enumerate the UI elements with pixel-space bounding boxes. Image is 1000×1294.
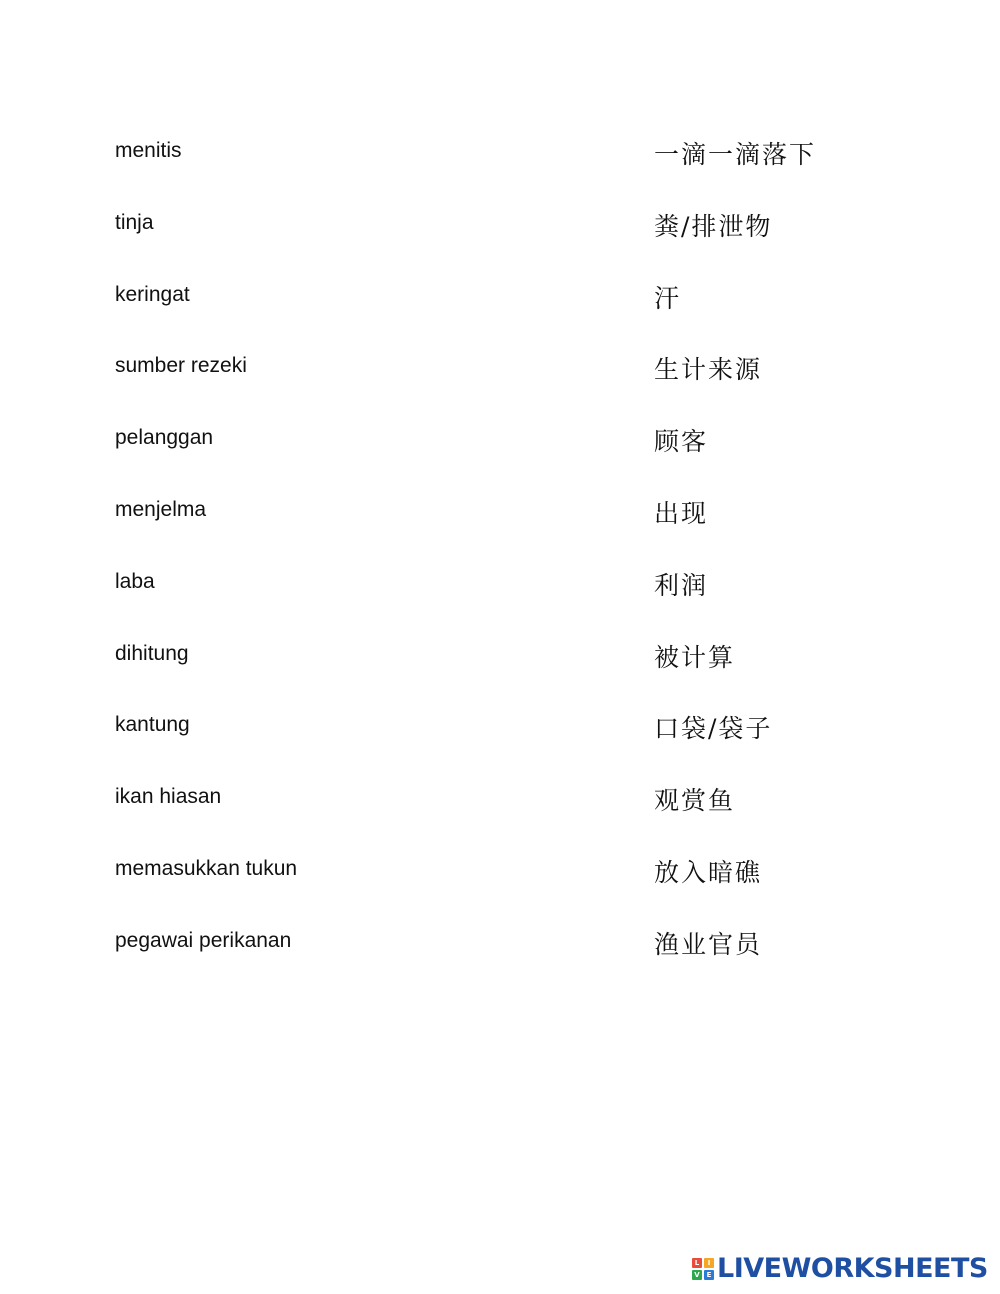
malay-term: memasukkan tukun: [115, 856, 298, 880]
malay-term: menitis: [115, 139, 182, 162]
vocab-row: [115, 848, 835, 920]
chinese-translation: 观赏鱼: [654, 786, 736, 816]
malay-term: ikan hiasan: [115, 785, 222, 809]
logo-block: V: [692, 1270, 702, 1280]
logo-block: E: [704, 1270, 714, 1280]
chinese-translation: 粪/排泄物: [654, 211, 773, 241]
logo-block: I: [704, 1258, 714, 1268]
vocab-row: [115, 704, 835, 776]
malay-term: dihitung: [115, 641, 189, 665]
logo-block: L: [692, 1258, 702, 1268]
vocab-row: [115, 776, 835, 848]
vocab-row: [115, 345, 835, 417]
malay-term: sumber rezeki: [115, 354, 247, 378]
malay-term: tinja: [115, 210, 154, 234]
malay-term: pegawai perikanan: [115, 928, 292, 952]
vocab-row: [115, 489, 835, 561]
malay-term: keringat: [115, 282, 190, 306]
logo-text: LIVEWORKSHEETS: [717, 1253, 988, 1284]
malay-term: kantung: [115, 713, 190, 737]
vocab-row: [115, 417, 835, 489]
chinese-translation: 一滴一滴落下: [654, 140, 817, 169]
chinese-translation: 放入暗礁: [654, 857, 763, 887]
vocab-row: [115, 202, 835, 274]
malay-term: menjelma: [115, 497, 207, 521]
chinese-translation: 顾客: [654, 427, 709, 457]
vocab-row: [115, 633, 835, 705]
vocab-row: [115, 561, 835, 633]
vocab-row: [115, 130, 835, 202]
chinese-translation: 生计来源: [654, 355, 763, 385]
chinese-translation: 出现: [654, 498, 709, 528]
chinese-translation: 利润: [654, 570, 709, 600]
chinese-translation: 汗: [654, 283, 682, 313]
logo-mark-icon: [692, 1258, 714, 1280]
chinese-translation: 被计算: [654, 642, 736, 672]
liveworksheets-logo[interactable]: [692, 1253, 988, 1285]
vocabulary-list: [115, 130, 835, 992]
vocab-row: [115, 920, 835, 992]
malay-term: pelanggan: [115, 426, 214, 450]
chinese-translation: 口袋/袋子: [654, 714, 773, 744]
vocab-row: [115, 274, 835, 346]
malay-term: laba: [115, 569, 155, 593]
chinese-translation: 渔业官员: [654, 929, 763, 959]
